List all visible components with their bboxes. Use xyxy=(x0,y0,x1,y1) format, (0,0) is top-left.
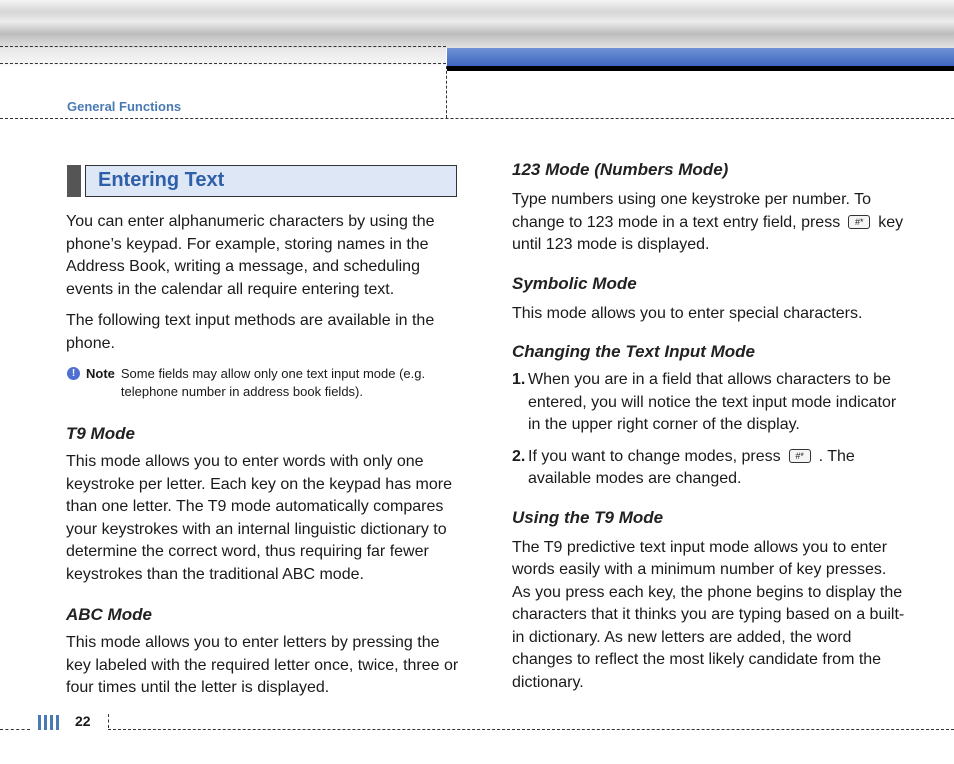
change-mode-steps xyxy=(512,369,908,491)
title-marker xyxy=(67,165,81,197)
numbers-heading: 123 Mode (Numbers Mode) xyxy=(512,160,729,179)
info-icon: ! xyxy=(67,367,80,380)
note-label: Note xyxy=(86,366,115,381)
hash-star-key-icon: #* xyxy=(848,215,870,229)
title-box xyxy=(85,165,457,197)
numbers-paragraph xyxy=(512,189,908,257)
abc-paragraph: This mode allows you to enter letters by pressing the key labeled with the required letter once, twice, three or four times until the letter is displayed. xyxy=(66,634,459,696)
note-text: Some fields may allow only one text input mode (e.g. telephone number in address book fields). xyxy=(120,366,426,399)
intro-paragraph: You can enter alphanumeric characters by using the phone’s keypad. For example, storing names in the Address Book, writing a message, and scheduling events in the calendar all require entering text. xyxy=(66,213,435,298)
step-item xyxy=(512,369,908,437)
header-band xyxy=(0,0,954,48)
t9-heading: T9 Mode xyxy=(66,424,135,443)
footer-rule-left xyxy=(0,729,30,730)
step-number: 2. xyxy=(512,447,526,465)
header-dash-mid xyxy=(0,63,446,64)
abc-heading: ABC Mode xyxy=(66,605,152,624)
note xyxy=(66,365,460,401)
footer-rule-right xyxy=(108,729,954,730)
section-label: General Functions xyxy=(67,99,182,114)
step-text-a: If you want to change modes, press xyxy=(528,447,781,465)
footer-divider xyxy=(108,714,109,728)
step-item xyxy=(512,446,908,491)
footer-bars xyxy=(38,715,62,735)
step-text: When you are in a field that allows characters to be entered, you will notice the text input mode indicator in the upper right corner of the display. xyxy=(528,371,897,433)
right-column xyxy=(512,159,908,694)
step-number: 1. xyxy=(512,371,526,388)
using-t9-paragraph: The T9 predictive text input mode allows you to enter words easily with a minimum number of key presses. As you press each key, the phone begins to display the characters that it thinks you are typing based on a built-in dictionary. As new letters are added, the word changes to reflect the most likely candidate from the dictionary. xyxy=(512,538,905,691)
numbers-text-b: key until 123 mode is displayed. xyxy=(512,213,904,253)
symbolic-heading: Symbolic Mode xyxy=(512,273,637,293)
step-text-b: . The available modes are changed. xyxy=(528,447,855,487)
header-rule xyxy=(0,118,954,119)
change-mode-heading: Changing the Text Input Mode xyxy=(512,342,756,361)
symbolic-paragraph: This mode allows you to enter special characters. xyxy=(512,304,863,322)
header-dash-top xyxy=(0,46,446,47)
page-title: Entering Text xyxy=(98,169,225,191)
numbers-text-a: Type numbers using one keystroke per number. To change to 123 mode in a text entry field, press xyxy=(512,191,872,231)
header-black-bar xyxy=(447,66,954,71)
t9-paragraph: This mode allows you to enter words with only one keystroke per letter. Each key on the keypad has more than one letter. The T9 mode automatically compares your keystrokes with an internal linguistic dictionary to determine the correct word, thus requiring far fewer keystrokes than the traditional ABC mode. xyxy=(66,453,452,583)
hash-star-key-icon: #* xyxy=(789,449,811,463)
page-number: 22 xyxy=(75,713,91,729)
header-blue-bar xyxy=(447,48,954,66)
intro-paragraph-2: The following text input methods are available in the phone. xyxy=(66,312,435,352)
using-t9-heading: Using the T9 Mode xyxy=(512,507,664,527)
left-column xyxy=(66,211,460,700)
header-divider xyxy=(446,66,447,118)
